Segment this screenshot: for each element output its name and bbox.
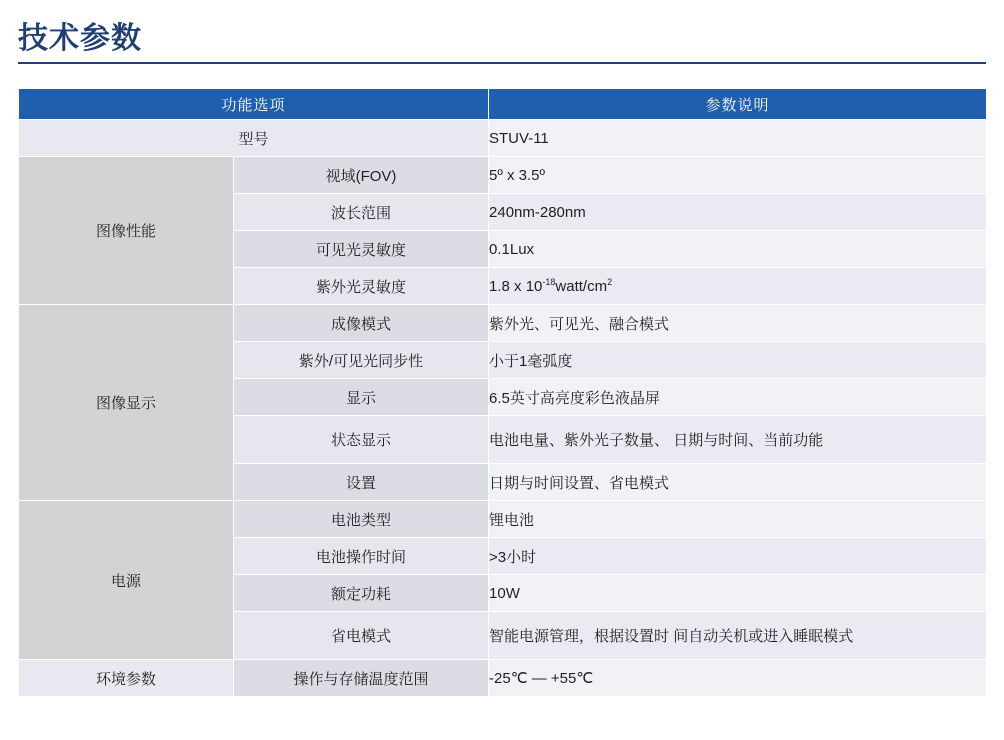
column-header-function: 功能选项 [19,89,489,120]
row-label-imaging-mode: 成像模式 [234,305,489,342]
row-value-temperature-range: -25℃ — +55℃ [489,660,987,697]
title-divider [18,62,986,64]
category-environment: 环境参数 [19,660,234,697]
row-label-visible-sensitivity: 可见光灵敏度 [234,231,489,268]
uv-sensitivity-unit-exponent: 2 [607,277,613,287]
row-label-status-display: 状态显示 [234,416,489,464]
row-value-status-display [489,416,987,464]
power-saving-line-2: 间自动关机或进入睡眠模式 [673,628,854,645]
row-value-uv-vis-sync: 小于1毫弧度 [489,342,987,379]
table-row [19,157,987,194]
row-value-visible-sensitivity: 0.1Lux [489,231,987,268]
row-label-wavelength-range: 波长范围 [234,194,489,231]
row-value-wavelength-range: 240nm-280nm [489,194,987,231]
row-label-fov: 视域(FOV) [234,157,489,194]
status-display-line-1: 电池电量、紫外光子数量、 [489,432,670,449]
category-power: 电源 [19,501,234,660]
row-label-settings: 设置 [234,464,489,501]
uv-sensitivity-mantissa: 1.8 x 10 [489,278,543,295]
row-value-rated-power: 10W [489,575,987,612]
row-label-rated-power: 额定功耗 [234,575,489,612]
specifications-table [18,88,987,697]
row-value-settings: 日期与时间设置、省电模式 [489,464,987,501]
row-label-uv-vis-sync: 紫外/可见光同步性 [234,342,489,379]
row-value-fov: 5º x 3.5º [489,157,987,194]
row-label-model: 型号 [19,120,489,157]
row-value-uv-sensitivity [489,268,987,305]
table-header-row [19,89,987,120]
uv-sensitivity-exponent: -18 [542,277,556,287]
row-value-imaging-mode: 紫外光、可见光、融合模式 [489,305,987,342]
row-label-display: 显示 [234,379,489,416]
page-title: 技术参数 [18,22,142,55]
row-label-battery-type: 电池类型 [234,501,489,538]
row-label-power-saving-mode: 省电模式 [234,612,489,660]
row-value-model: STUV-11 [489,120,987,157]
column-header-parameter: 参数说明 [489,89,987,120]
table-row [19,305,987,342]
row-value-battery-runtime: >3小时 [489,538,987,575]
uv-sensitivity-unit: watt/cm [555,278,608,295]
row-label-battery-runtime: 电池操作时间 [234,538,489,575]
row-label-temperature-range: 操作与存储温度范围 [234,660,489,697]
table-row [19,120,987,157]
table-row [19,501,987,538]
power-saving-line-1: 智能电源管理，根据设置时 [489,628,670,645]
row-value-power-saving-mode [489,612,987,660]
table-row [19,660,987,697]
row-value-display: 6.5英寸高亮度彩色液晶屏 [489,379,987,416]
category-image-performance: 图像性能 [19,157,234,305]
row-value-battery-type: 锂电池 [489,501,987,538]
category-image-display: 图像显示 [19,305,234,501]
row-label-uv-sensitivity: 紫外光灵敏度 [234,268,489,305]
status-display-line-2: 日期与时间、当前功能 [673,432,824,449]
